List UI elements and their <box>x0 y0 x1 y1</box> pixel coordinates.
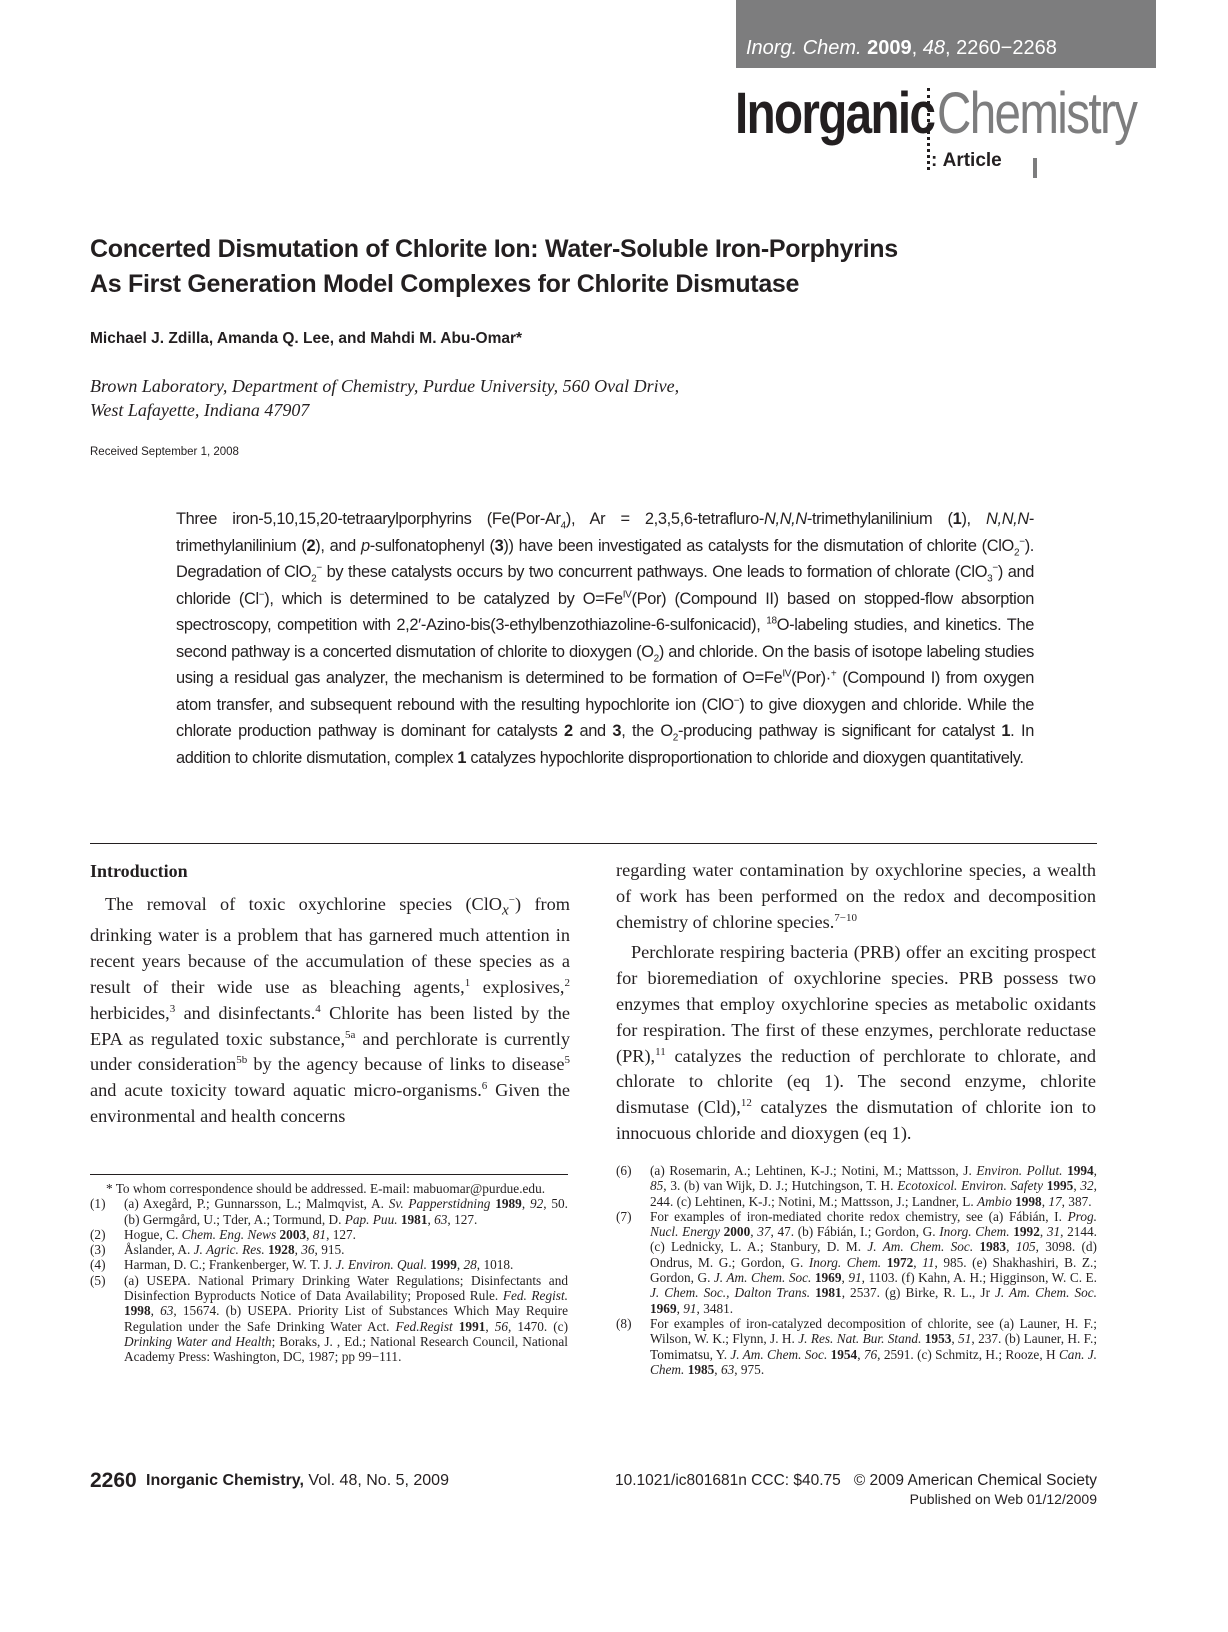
footnote-item <box>90 1196 568 1227</box>
page-number: 2260 <box>90 1469 137 1492</box>
citation-bar: Inorg. Chem. 2009, 48, 2260−2268 <box>736 0 1156 68</box>
footer-journal <box>146 1472 449 1490</box>
footnote-number: (2) <box>90 1226 106 1242</box>
footnote-item <box>90 1273 568 1365</box>
title-line-1: Concerted Dismutation of Chlorite Ion: Water-Soluble Iron-Porphyrins <box>90 235 898 263</box>
footnote-text: For examples of iron-mediated chorite redox chemistry, see (a) Fábián, I. Prog. Nucl. Energy 2000, 37, 47. (b) Fábián, I.; Gordon, G. Inorg. Chem. 1992, 31, 2144. (c) Lednicky, L. A.; Stanbury, D. M. J. Am. Chem. Soc. 1983, 105, 3098. (d) Ondrus, M. G.; Gordon, G. Inorg. Chem. 1972, 11, 985. (e) Shakhashiri, B. Z.; Gordon, G. J. Am. Chem. Soc. 1969, 91, 1103. (f) Kahn, A. H.; Higginson, W. C. E. J. Chem. Soc., Dalton Trans. 1981, 2537. (g) Birke, R. L., Jr J. Am. Chem. Soc. 1969, 91, 3481. <box>650 1208 1097 1316</box>
footnote-number: (8) <box>616 1315 632 1331</box>
footnote-text: (a) Rosemarin, A.; Lehtinen, K-J.; Notini, M.; Mattsson, J. Environ. Pollut. 1994, 85, 3. (b) van Wijk, D. J.; Hutchingson, T. H. Ecotoxicol. Environ. Safety 1995, 32, 244. (c) Lehtinen, K-J.; Notini, M.; Mattsson, J.; Landner, L. Ambio 1998, 17, 387. <box>650 1163 1097 1209</box>
right-paragraph-1: regarding water contamination by oxychlorine species, a wealth of work has been performed on the redox and decomposition chemistry of chlorine species.$^{7-10}$ <box>616 860 1096 932</box>
copyright-line: © 2009 American Chemical Society <box>853 1472 1097 1489</box>
section-heading-introduction: Introduction <box>90 861 188 881</box>
logo-word-inorganic: Inorganic <box>735 81 935 146</box>
correspondence-note: * To whom correspondence should be addressed. E-mail: mabuomar@purdue.edu. <box>106 1181 546 1196</box>
footnote-text: Hogue, C. Chem. Eng. News 2003, 81, 127. <box>124 1226 356 1242</box>
body-column-left <box>90 858 570 1130</box>
logo-rule <box>1033 158 1037 178</box>
footnote-number: (7) <box>616 1208 632 1224</box>
footnote-item <box>616 1163 1097 1209</box>
footnote-number: (6) <box>616 1163 632 1178</box>
affiliation-line-1: Brown Laboratory, Department of Chemistry, Purdue University, 560 Oval Drive, <box>90 376 680 396</box>
footnote-text: (a) USEPA. National Primary Drinking Water Regulations; Disinfectants and Disinfection Byproducts Notice of Data Availability; Proposed Rule. Fed. Regist. 1998, 63, 15674. (b) USEPA. Priority List of Substances Which May Require Regulation under the Safe Drinking Water Act. Fed.Regist 1991, 56, 1470. (c) Drinking Water and Health; Boraks, J. , Ed.; National Research Council, National Academy Press: Washington, DC, 1987; pp 99−111. <box>124 1272 569 1365</box>
footnote-text: Harman, D. C.; Frankenberger, W. T. J. J. Environ. Qual. 1999, 28, 1018. <box>124 1257 514 1273</box>
footnote-rule <box>90 1174 568 1175</box>
author-list: Michael J. Zdilla, Amanda Q. Lee, and Mahdi M. Abu-Omar* <box>90 330 523 347</box>
title-line-2: As First Generation Model Complexes for Chlorite Dismutase <box>90 270 800 298</box>
footnotes-right <box>616 1163 1097 1377</box>
footnote-number: (3) <box>90 1242 106 1258</box>
footnote-text: (a) Axegård, P.; Gunnarsson, L.; Malmqvist, A. Sv. Papperstidning 1989, 92, 50. (b) Germgård, U.; Tder, A.; Tormund, D. Pap. Puu. 1981, 63, 127. <box>124 1196 568 1227</box>
journal-logo <box>735 80 1135 180</box>
right-paragraph-2: Perchlorate respiring bacteria (PRB) offer an exciting prospect for bioremediation of oxychlorine species. PRB possess two enzymes that employ oxychlorine species as metabolic oxidants for respiration. The first of these enzymes, perchlorate reductase (PR),$^{11}$ catalyzes the reduction of perchlorate to chlorate, and chlorate to chlorite (eq 1). The second enzyme, chlorite dismutase (Cld),$^{12}$ catalyzes the dismutation of chlorite ion to innocuous chloride and dioxygen (eq 1). <box>616 942 1096 1143</box>
published-date: Published on Web 01/12/2009 <box>909 1491 1097 1507</box>
logo-dotted-separator <box>927 88 930 170</box>
citation-pages: 2260−2268 <box>956 37 1057 59</box>
footnote-list-right <box>616 1163 1097 1377</box>
footnote-number: (1) <box>90 1196 106 1212</box>
article-title <box>90 232 1050 302</box>
affiliation-line-2: West Lafayette, Indiana 47907 <box>90 400 310 420</box>
abstract-divider <box>90 843 1097 844</box>
footnote-item <box>616 1209 1097 1316</box>
footnote-list-left <box>90 1196 568 1364</box>
intro-paragraph-1: The removal of toxic oxychlorine species (ClO$_x$−) from drinking water is a problem that has garnered much attention in recent years because of the accumulation of these species as a result of their wide use as bleaching agents,$^1$ explosives,$^2$ herbicides,$^3$ and disinfectants.$^4$ Chlorite has been listed by the EPA as regulated toxic substance,$^{5a}$ and perchlorate is currently under consideration$^{5b}$ by the agency because of links to disease$^5$ and acute toxicity toward aquatic micro-organisms.$^6$ Given the environmental and health concerns <box>90 893 571 1127</box>
footnote-item <box>616 1316 1097 1377</box>
footnote-item <box>90 1227 568 1242</box>
footnote-number: (4) <box>90 1257 106 1273</box>
footnote-text: For examples of iron-catalyzed decomposition of chlorite, see (a) Launer, H. F.; Wilson, W. K.; Flynn, J. H. J. Res. Nat. Bur. Stand. 1953, 51, 237. (b) Launer, H. F.; Tomimatsu, Y. J. Am. Chem. Soc. 1954, 76, 2591. (c) Schmitz, H.; Rooze, H Can. J. Chem. 1985, 63, 975. <box>650 1315 1098 1377</box>
affiliation <box>90 374 679 422</box>
doi-line: 10.1021/ic801681n CCC: $40.75 <box>615 1472 841 1489</box>
citation-year: 2009 <box>867 37 912 59</box>
logo-word-chemistry: Chemistry <box>937 81 1137 146</box>
citation-volume: 48 <box>922 37 946 59</box>
logo-section-label: : Article <box>931 150 1002 171</box>
footnote-item <box>90 1242 568 1257</box>
footer-journal-name: Inorganic Chemistry, <box>146 1472 304 1489</box>
received-date: Received September 1, 2008 <box>90 446 239 458</box>
footnotes-left <box>90 1181 568 1365</box>
footnote-text: Åslander, A. J. Agric. Res. 1928, 36, 915. <box>124 1242 345 1258</box>
footnote-item <box>90 1257 568 1272</box>
footnote-number: (5) <box>90 1272 106 1288</box>
abstract: Three iron-5,10,15,20-tetraarylporphyrins ($Fe(Por-Ar_4)$, Ar = 2,3,5,6-tetrafluro-N,N,N-trimethylanilinium (1), N,N,N-trimethylanilinium (2), and p-sulfonatophenyl (3)) have been investigated as catalysts for the dismutation of chlorite (ClO$_2$−). Degradation of ClO$_2$− by these catalysts occurs by two concurrent pathways. One leads to formation of chlorate (ClO$_3$−) and chloride (Cl−), which is determined to be catalyzed by $O=Fe^{IV}(Por)$ (Compound II) based on stopped-flow absorption spectroscopy, competition with 2,2′-Azino-bis(3-ethylbenzothiazoline-6-sulfonicacid), $^{18}$O-labeling studies, and kinetics. The second pathway is a concerted dismutation of chlorite to dioxygen $(O_2)$ and chloride. On the basis of isotope labeling studies using a residual gas analyzer, the mechanism is determined to be formation of $O=Fe^{IV}(Por)\cdot^+$ (Compound I) from oxygen atom transfer, and subsequent rebound with the resulting hypochlorite ion (ClO−) to give dioxygen and chloride. While the chlorate production pathway is dominant for catalysts 2 and 3, the $O_2$-producing pathway is significant for catalyst 1. In addition to chlorite dismutation, complex 1 catalyzes hypochlorite disproportionation to chloride and dioxygen quantitatively. <box>176 510 1035 767</box>
body-column-right <box>616 858 1096 1147</box>
footer-volume-issue: Vol. 48, No. 5, 2009 <box>308 1472 449 1489</box>
journal-abbrev: Inorg. Chem. <box>746 37 862 59</box>
